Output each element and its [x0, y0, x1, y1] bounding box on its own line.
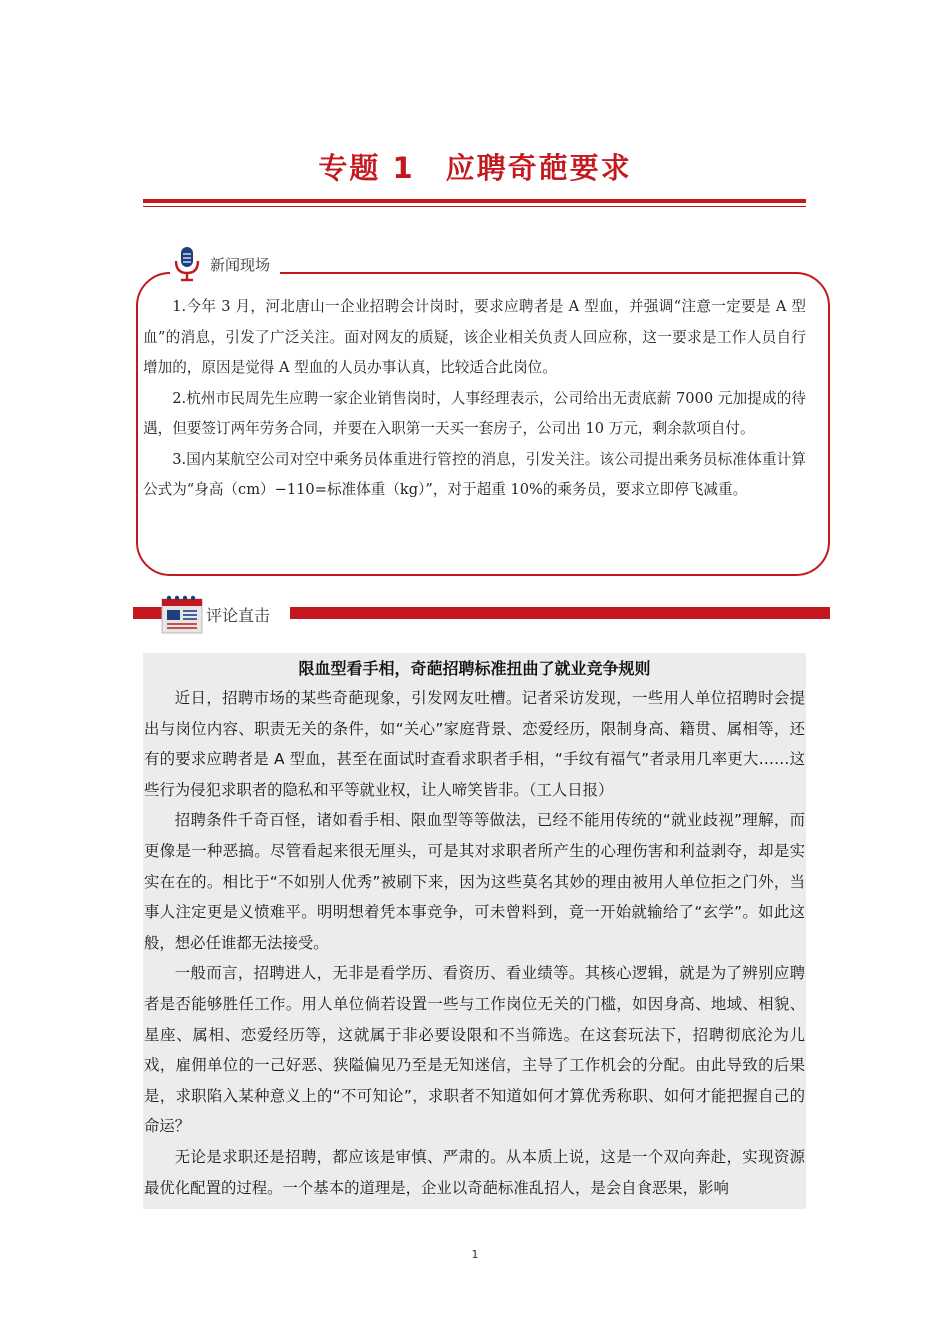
article-paragraph: 一般而言，招聘进人，无非是看学历、看资历、看业绩等。其核心逻辑，就是为了辨别应聘者是否能够胜任工作。用人单位倘若设置一些与工作岗位无关的门槛，如因身高、地域、相貌、星座、属相、恋爱经历等，这就属于非必要设限和不当筛选。在这套玩法下，招聘彻底沦为儿戏，雇佣单位的一己好恶、狭隘偏见乃至是无知迷信，主导了工作机会的分配。由此导致的后果是，求职陷入某种意义上的“不可知论”，求职者不知道如何才算优秀称职、如何才能把握自己的命运？ — [144, 964, 805, 1136]
comment-bar-right — [290, 607, 830, 619]
article-paragraph: 招聘条件千奇百怪，诸如看手相、限血型等等做法，已经不能用传统的“就业歧视”理解，而更像是一种恶搞。尽管看起来很无厘头，可是其对求职者所产生的心理伤害和利益剥夺，却是实实在在的。相比于“不如别人优秀”被刷下来，因为这些莫名其妙的理由被用人单位拒之门外，当事人注定更是义愤难平。明明想着凭本事竞争，可未曾料到，竟一开始就输给了“玄学”。如此这般，想必任谁都无法接受。 — [144, 811, 805, 952]
news-body — [143, 292, 806, 506]
title-divider-thin — [143, 206, 806, 207]
article-body — [143, 683, 806, 1203]
title-divider-thick — [143, 199, 806, 203]
article-paragraph: 近日，招聘市场的某些奇葩现象，引发网友吐槽。记者采访发现，一些用人单位招聘时会提出与岗位内容、职责无关的条件，如“关心”家庭背景、恋爱经历，限制身高、籍贯、属相等，还有的要求应聘者是 A 型血，甚至在面试时查看求职者手相，“手纹有福气”者录用几率更大……这些行为侵犯求职者的隐私和平等就业权，让人啼笑皆非。（工人日报） — [144, 689, 805, 799]
article-title: 限血型看手相，奇葩招聘标准扭曲了就业竞争规则 — [298, 659, 651, 678]
page-title: 专题 1 应聘奇葩要求 — [318, 151, 632, 185]
comment-section-label: 评论直击 — [206, 606, 271, 625]
notebook-icon — [160, 593, 204, 635]
page-number: 1 — [471, 1248, 479, 1261]
article-panel — [143, 653, 806, 1209]
article-paragraph: 无论是求职还是招聘，都应该是审慎、严肃的。从本质上说，这是一个双向奔赴，实现资源最优化配置的过程。一个基本的道理是，企业以奇葩标准乱招人，是会自食恶果，影响 — [144, 1147, 805, 1197]
news-section-header — [170, 246, 280, 282]
microphone-icon — [170, 246, 204, 282]
comment-bar-left — [133, 607, 163, 619]
news-paragraph: 1.今年 3 月，河北唐山一企业招聘会计岗时，要求应聘者是 A 型血，并强调“注意一定要是 A 型血”的消息，引发了广泛关注。面对网友的质疑，该企业相关负责人回应称，这一要求是工作人员自行增加的，原因是觉得 A 型血的人员办事认真，比较适合此岗位。 — [143, 298, 806, 376]
news-section-label: 新闻现场 — [210, 255, 271, 274]
news-paragraph: 2.杭州市民周先生应聘一家企业销售岗时，人事经理表示，公司给出无责底薪 7000 元加提成的待遇，但要签订两年劳务合同，并要在入职第一天买一套房子，公司出 10 万元，剩余款项自付。 — [143, 389, 806, 437]
news-paragraph: 3.国内某航空公司对空中乘务员体重进行管控的消息，引发关注。该公司提出乘务员标准体重计算公式为“身高（cm）−110=标准体重（kg）”，对于超重 10%的乘务员，要求立即停飞减重。 — [143, 450, 806, 498]
